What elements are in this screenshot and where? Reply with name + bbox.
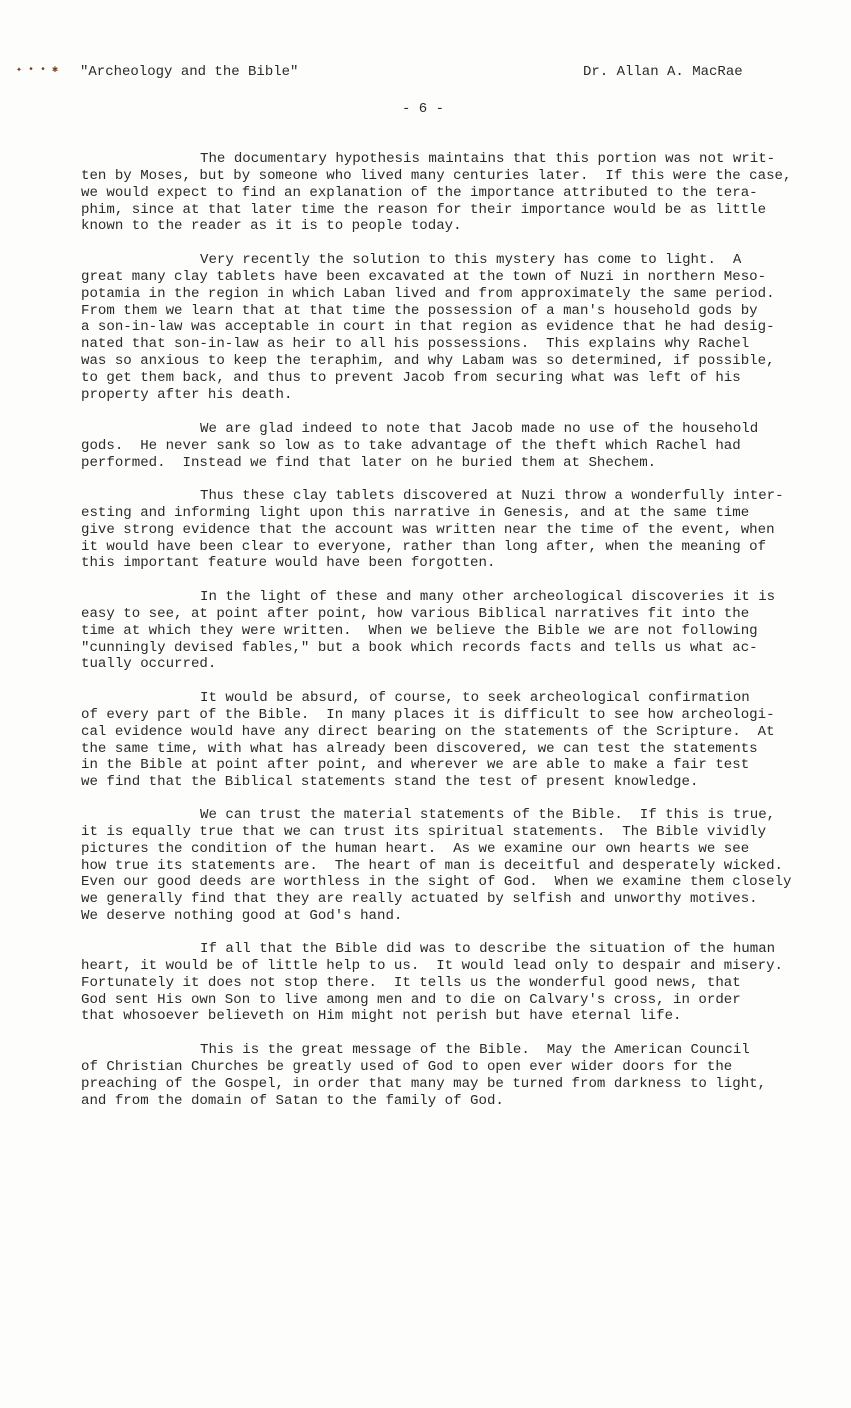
text-line: property after his death. [81, 386, 293, 403]
text-line: this important feature would have been forgotten. [81, 555, 496, 572]
text-line: a son-in-law was acceptable in court in that region as evidence that he had desig- [81, 319, 775, 336]
text-line: tually occurred. [81, 656, 217, 673]
text-line: was so anxious to keep the teraphim, and why Labam was so determined, if possible, [81, 353, 775, 370]
text-line: it would have been clear to everyone, rather than long after, when the meaning of [81, 538, 767, 555]
text-line: and from the domain of Satan to the family of God. [81, 1092, 504, 1109]
paragraph [81, 488, 784, 572]
text-line: If all that the Bible did was to describe the situation of the human [200, 941, 776, 957]
text-line: We deserve nothing good at God's hand. [81, 908, 403, 925]
text-line: heart, it would be of little help to us. It would lead only to despair and misery. [81, 957, 783, 974]
page-number: - 6 - [402, 101, 445, 117]
text-line: gods. He never sank so low as to take advantage of the theft which Rachel had [81, 437, 741, 454]
text-line: Thus these clay tablets discovered at Nuzi throw a wonderfully inter- [200, 488, 784, 504]
text-line: we generally find that they are really actuated by selfish and unworthy motives. [81, 891, 758, 908]
text-line: It would be absurd, of course, to seek archeological confirmation [200, 690, 750, 706]
text-line: time at which they were written. When we believe the Bible we are not following [81, 622, 758, 639]
paragraph [81, 252, 775, 404]
document-title: "Archeology and the Bible" [80, 64, 299, 80]
text-line: We are glad indeed to note that Jacob made no use of the household [200, 421, 759, 437]
paragraph [81, 589, 775, 673]
text-line: In the light of these and many other archeological discoveries it is [200, 589, 776, 605]
text-line: potamia in the region in which Laban lived and from approximately the same period. [81, 285, 775, 302]
text-line: Fortunately it does not stop there. It tells us the wonderful good news, that [81, 974, 741, 991]
text-line: the same time, with what has already been discovered, we can test the statements [81, 740, 758, 757]
text-line: The documentary hypothesis maintains that this portion was not writ- [200, 151, 776, 167]
text-line: known to the reader as it is to people today. [81, 218, 462, 235]
text-line: From them we learn that at that time the possession of a man's household gods by [81, 302, 758, 319]
text-line: cal evidence would have any direct bearing on the statements of the Scripture. At [81, 723, 775, 740]
text-line: nated that son-in-law as heir to all his possessions. This explains why Rachel [81, 336, 750, 353]
text-line: of every part of the Bible. In many places it is difficult to see how archeologi- [81, 706, 775, 723]
text-line: performed. Instead we find that later on he buried them at Shechem. [81, 454, 657, 471]
text-line: Very recently the solution to this mystery has come to light. A [200, 252, 742, 268]
paragraph [81, 1042, 766, 1109]
text-line: easy to see, at point after point, how various Biblical narratives fit into the [81, 605, 750, 622]
document-author: Dr. Allan A. MacRae [583, 64, 743, 80]
text-line: "cunningly devised fables," but a book which records facts and tells us what ac- [81, 639, 758, 656]
paragraph [81, 690, 775, 791]
text-line: great many clay tablets have been excavated at the town of Nuzi in northern Meso- [81, 268, 767, 285]
text-line: in the Bible at point after point, and wherever we are able to make a fair test [81, 757, 750, 774]
text-line: ten by Moses, but by someone who lived many centuries later. If this were the case, [81, 167, 792, 184]
text-line: Even our good deeds are worthless in the sight of God. When we examine them closely [81, 874, 792, 891]
text-line: This is the great message of the Bible. May the American Council [200, 1042, 750, 1058]
paragraph [81, 151, 791, 235]
text-line: God sent His own Son to live among men and to die on Calvary's cross, in order [81, 991, 741, 1008]
margin-marks: ✦ • • ✱ [16, 65, 59, 76]
text-line: how true its statements are. The heart of man is deceitful and desperately wicked. [81, 857, 783, 874]
text-line: that whosoever believeth on Him might not perish but have eternal life. [81, 1008, 682, 1025]
text-line: We can trust the material statements of the Bible. If this is true, [200, 807, 776, 823]
text-line: phim, since at that later time the reason for their importance would be as little [81, 201, 767, 218]
paragraph [81, 421, 758, 472]
text-line: it is equally true that we can trust its spiritual statements. The Bible vividly [81, 823, 767, 840]
text-line: esting and informing light upon this narrative in Genesis, and at the same time [81, 504, 750, 521]
text-line: we would expect to find an explanation of the importance attributed to the tera- [81, 184, 758, 201]
paragraph [81, 807, 791, 925]
paragraph [81, 941, 783, 1025]
text-line: we find that the Biblical statements stand the test of present knowledge. [81, 774, 699, 791]
text-line: of Christian Churches be greatly used of God to open ever wider doors for the [81, 1058, 733, 1075]
text-line: preaching of the Gospel, in order that many may be turned from darkness to light, [81, 1075, 767, 1092]
text-line: pictures the condition of the human heart. As we examine our own hearts we see [81, 840, 750, 857]
text-line: give strong evidence that the account was written near the time of the event, when [81, 521, 775, 538]
text-line: to get them back, and thus to prevent Jacob from securing what was left of his [81, 369, 741, 386]
